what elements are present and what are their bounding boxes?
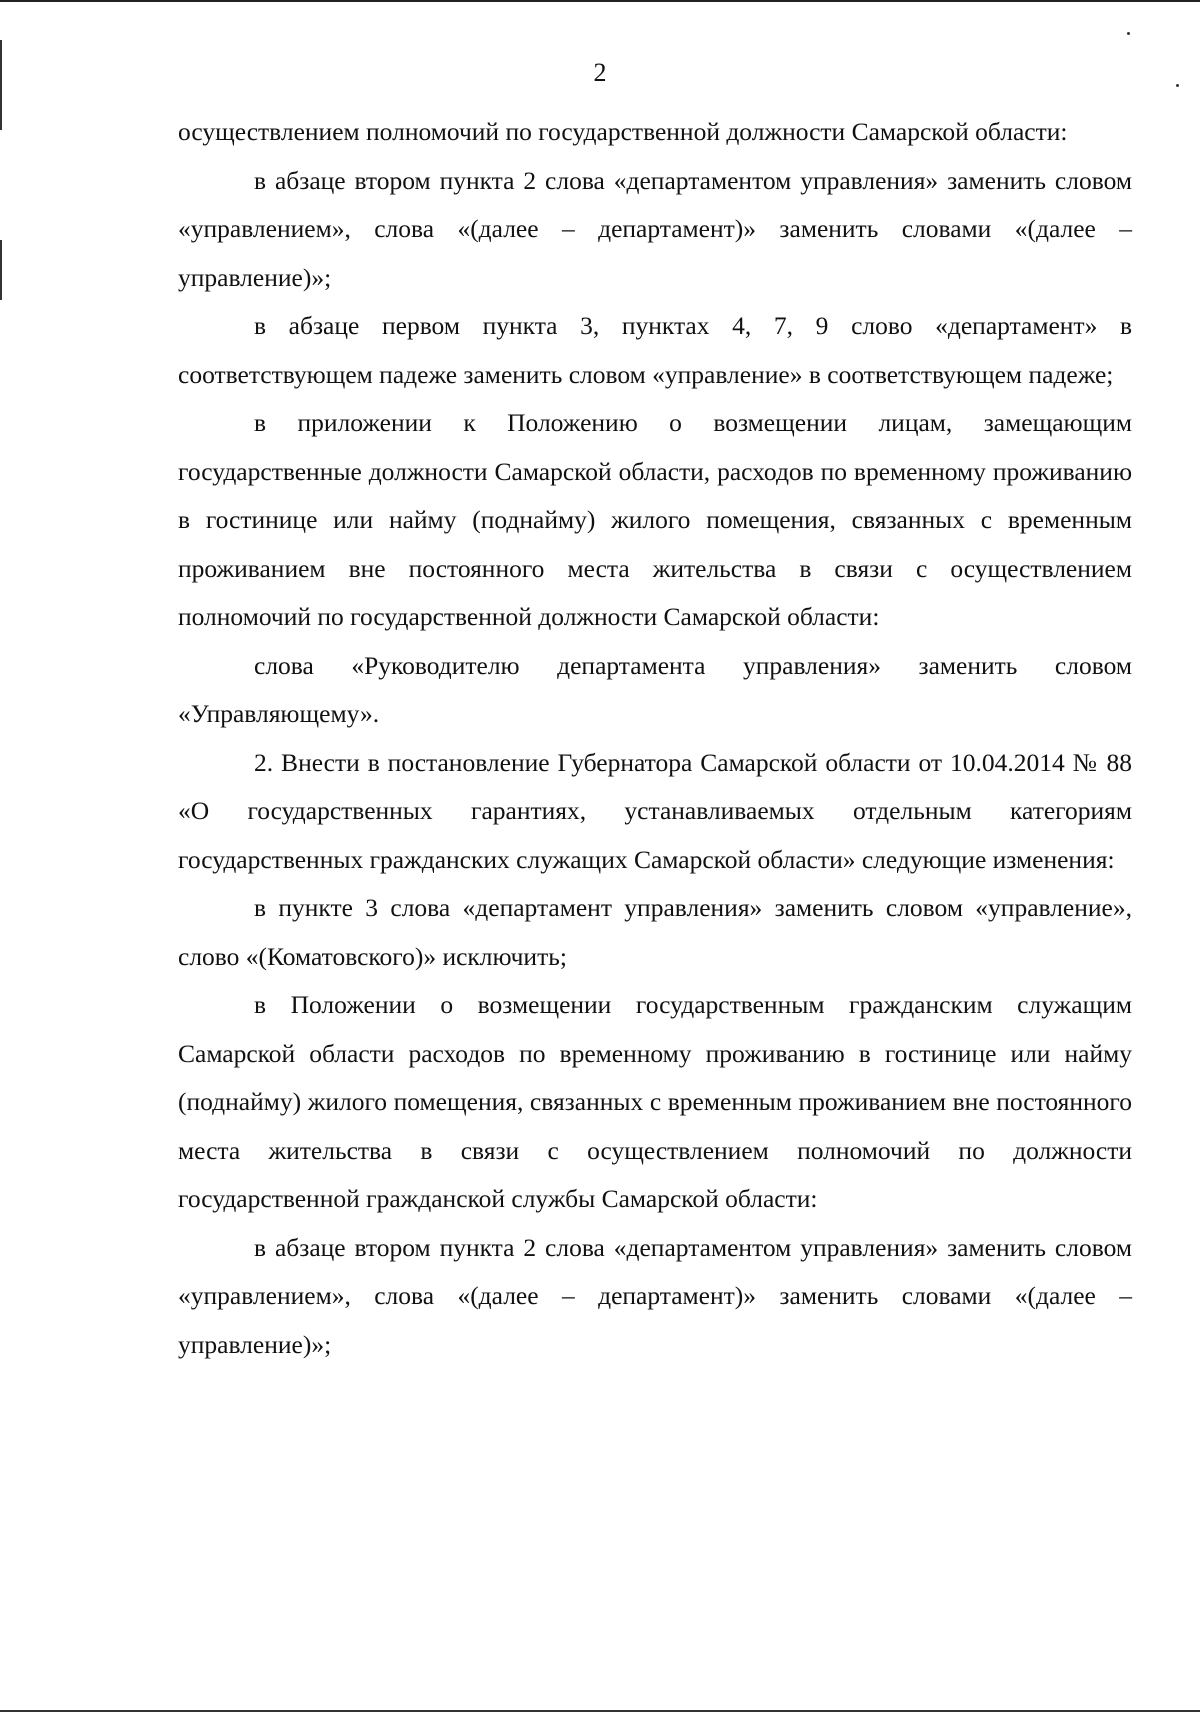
paragraph: в абзаце втором пункта 2 слова «департаментом управления» заменить словом «управлением», слова «(далее – департамент)» заменить словами «(далее – управление)»; [178,165,1132,292]
paragraph: в приложении к Положению о возмещении лицам, замещающим государственные должности Самарской области, расходов по временному проживанию в гостинице или найму (поднайму) жилого помещения, связанных с временным проживанием вне постоянного места жительства в связи с осуществлением полномочий по государственной должности Самарской области: [178,408,1132,631]
paragraph: в абзаце втором пункта 2 слова «департаментом управления» заменить словом «управлением», слова «(далее – департамент)» заменить словами «(далее – управление)»; [178,1232,1132,1359]
paragraph: осуществлением полномочий по государственной должности Самарской области: [178,117,1068,146]
scan-top-rule [0,0,1200,2]
paragraph: 2. Внести в постановление Губернатора Самарской области от 10.04.2014 № 88 «О государственных гарантиях, устанавливаемых отдельным категориям государственных гражданских служащих Самарской области» следующие изменения: [178,747,1132,874]
scan-left-mark [0,240,2,300]
scan-bottom-rule [0,1710,1200,1712]
paragraph: в абзаце первом пункта 3, пунктах 4, 7, 9 слово «департамент» в соответствующем падеже заменить словом «управление» в соответствующем падеже; [178,311,1132,389]
document-body [178,108,1132,1369]
paragraph: в пункте 3 слова «департамент управления» заменить словом «управление», слово «(Коматовского)» исключить; [178,893,1132,971]
scan-speck [1127,32,1130,35]
paragraph: в Положении о возмещении государственным гражданским служащим Самарской области расходов по временному проживанию в гостинице или найму (поднайму) жилого помещения, связанных с временным проживанием вне постоянного места жительства в связи с осуществлением полномочий по должности государственной гражданской службы Самарской области: [178,990,1132,1213]
paragraph: слова «Руководителю департамента управления» заменить словом «Управляющему». [178,650,1132,728]
page-number: 2 [593,58,607,87]
